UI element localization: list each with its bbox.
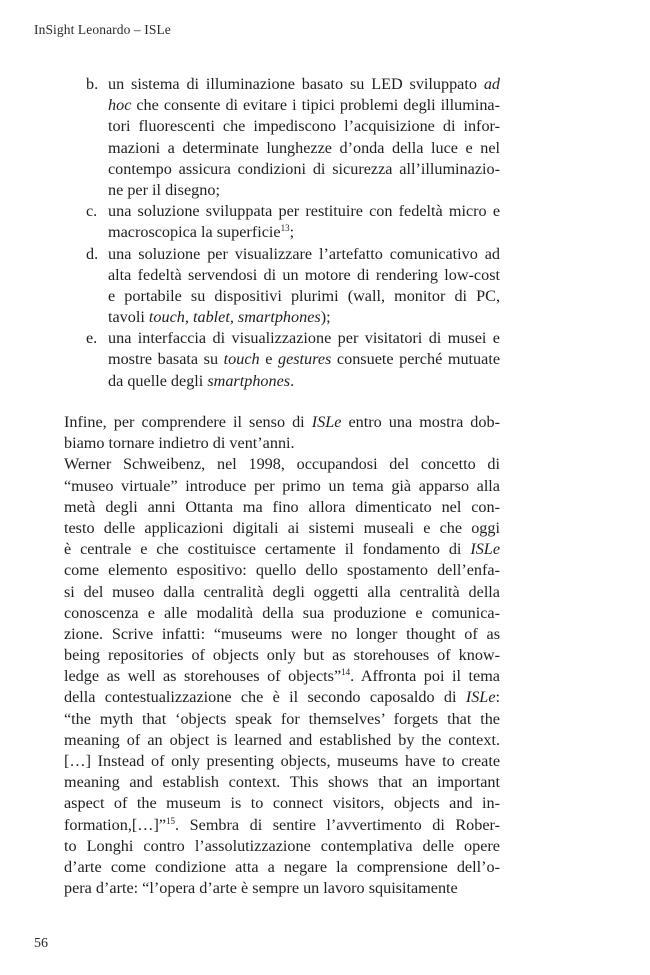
text-line — [108, 307, 500, 328]
footnote-ref: 13 — [280, 223, 290, 234]
text-line — [64, 497, 500, 518]
text-run: come elemento espositivo: quello dello spostamento dell’enfa- — [64, 561, 500, 580]
text-run: tori fluorescenti che impediscono l’acquisizione di infor- — [108, 117, 500, 136]
text-line — [64, 454, 500, 475]
text-run: che consente di evitare i tipici problemi degli illumina- — [131, 96, 500, 115]
body-text — [64, 412, 500, 899]
text-run: mostre basata su — [108, 350, 224, 369]
text-line — [108, 201, 500, 222]
text-run: una soluzione per visualizzare l’artefatto comunicativo ad — [108, 244, 500, 263]
text-line — [64, 815, 500, 836]
text-line — [108, 159, 500, 180]
italic-text: ad — [483, 75, 500, 93]
text-line — [108, 180, 500, 201]
text-line — [108, 328, 500, 349]
text-run: Infine, per comprendere il senso di — [64, 413, 312, 431]
text-run: macroscopica la superficie — [108, 223, 281, 242]
text-run: ); — [320, 308, 331, 327]
list-marker: e. — [86, 329, 98, 348]
list-item — [86, 74, 500, 201]
text-run: formation,[…]” — [64, 815, 167, 834]
text-line — [108, 138, 500, 159]
text-line — [64, 836, 500, 857]
text-line — [108, 371, 500, 392]
text-run: “museo virtuale” introduce per primo un tema già apparso alla — [64, 476, 500, 495]
text-line — [108, 222, 500, 243]
text-run: una interfaccia di visualizzazione per visitatori di musei e — [108, 329, 500, 348]
list-marker: b. — [86, 75, 99, 93]
text-line — [64, 539, 500, 560]
text-run: e — [259, 350, 278, 369]
text-run: contempo assicura condizioni di sicurezza all’illuminazio- — [108, 159, 500, 178]
italic-text: smartphones — [207, 371, 291, 390]
text-run: metà degli anni Ottanta ma fino allora dimenticato nel con- — [64, 497, 500, 516]
list-marker: c. — [86, 202, 98, 221]
text-run: : — [495, 688, 500, 707]
text-line — [64, 603, 500, 624]
text-run: . Sembra di sentire l’avvertimento di Rober- — [175, 815, 500, 834]
text-run: . — [290, 371, 295, 390]
text-run: testo delle applicazioni digitali ai sistemi museali e che oggi — [64, 518, 500, 537]
running-head: InSight Leonardo – ISLe — [34, 22, 171, 37]
text-line — [64, 433, 500, 454]
text-line — [108, 349, 500, 370]
text-run: mazioni a determinate lunghezze d’onda della luce e nel — [108, 138, 500, 157]
text-run: […] Instead of only presenting objects, museums have to create — [64, 752, 500, 770]
text-run: zione. Scrive infatti: “museums were no longer thought of as — [64, 624, 500, 643]
text-run: un sistema di illuminazione basato su LED sviluppato — [108, 75, 484, 93]
paragraph — [64, 412, 500, 454]
text-run: è centrale e che costituisce certamente il fondamento di — [64, 540, 471, 559]
text-line — [64, 666, 500, 687]
text-run: biamo tornare indietro di vent’anni. — [64, 434, 295, 453]
text-run: e portabile su dispositivi plurimi (wall, monitor di PC, — [108, 286, 500, 305]
text-line — [64, 772, 500, 793]
italic-text: ISLe — [465, 688, 496, 707]
text-run: alta fedeltà servendosi di un motore di rendering low-cost — [108, 265, 500, 284]
text-line — [64, 476, 500, 497]
text-run: si del museo dalla centralità degli oggetti alla centralità della — [64, 582, 500, 601]
text-line — [64, 857, 500, 878]
text-run: Werner Schweibenz, nel 1998, occupandosi del concetto di — [64, 455, 500, 474]
text-line — [108, 286, 500, 307]
italic-text: gestures — [277, 350, 332, 369]
text-line — [108, 95, 500, 116]
text-run: ledge as well as storehouses of objects” — [64, 667, 342, 686]
footnote-ref: 15 — [166, 815, 176, 826]
text-line — [64, 518, 500, 539]
text-line — [108, 244, 500, 265]
text-run: della contestualizzazione che è il secondo caposaldo di — [64, 688, 466, 707]
text-run: . Affronta poi il tema — [350, 667, 500, 686]
text-line — [64, 687, 500, 708]
text-line — [64, 645, 500, 666]
italic-text: touch, tablet, smartphones — [148, 308, 321, 327]
text-line — [64, 582, 500, 603]
text-line — [108, 265, 500, 286]
text-line — [64, 412, 500, 433]
text-run: conoscenza e alle modalità della sua produzione e comunica- — [64, 603, 500, 622]
text-run: aspect of the museum is to connect visitors, objects and in- — [64, 794, 500, 813]
text-run: una soluzione sviluppata per restituire con fedeltà micro e — [108, 202, 500, 221]
text-run: pera d’arte: “l’opera d’arte è sempre un lavoro squisitamente — [64, 879, 458, 898]
italic-text: ISLe — [311, 413, 342, 431]
text-run: entro una mostra dob- — [341, 413, 500, 431]
text-line — [64, 560, 500, 581]
text-run: da quelle degli — [108, 371, 208, 390]
text-run: d’arte come condizione atta a negare la comprensione dell’o- — [64, 857, 500, 876]
text-run: ne per il disegno; — [108, 180, 220, 199]
text-line — [64, 709, 500, 730]
text-run: being repositories of objects only but as storehouses of know- — [64, 646, 500, 665]
paragraph — [64, 454, 500, 899]
text-run: ; — [289, 223, 295, 242]
text-line — [64, 878, 500, 899]
text-run: tavoli — [108, 308, 149, 327]
page-number: 56 — [34, 936, 48, 951]
text-line — [108, 74, 500, 95]
enumerated-list — [86, 74, 500, 392]
list-item — [86, 201, 500, 243]
text-run: meaning of an object is learned and established by the context. — [64, 730, 500, 749]
italic-text: ISLe — [470, 540, 500, 559]
text-line — [64, 751, 500, 772]
text-run: meaning and establish context. This shows that an important — [64, 773, 500, 792]
text-line — [64, 624, 500, 645]
text-line — [64, 730, 500, 751]
text-run: consuete perché mutuate — [331, 350, 500, 369]
text-line — [64, 793, 500, 814]
text-run: to Longhi contro l’assolutizzazione contemplativa delle opere — [64, 836, 500, 855]
text-run: “the myth that ‘objects speak for themselves’ forgets that the — [64, 709, 500, 728]
list-item — [86, 244, 500, 329]
text-line — [108, 116, 500, 137]
list-marker: d. — [86, 244, 99, 263]
footnote-ref: 14 — [341, 667, 351, 678]
list-item — [86, 328, 500, 392]
italic-text: hoc — [108, 96, 132, 115]
italic-text: touch — [223, 350, 260, 369]
